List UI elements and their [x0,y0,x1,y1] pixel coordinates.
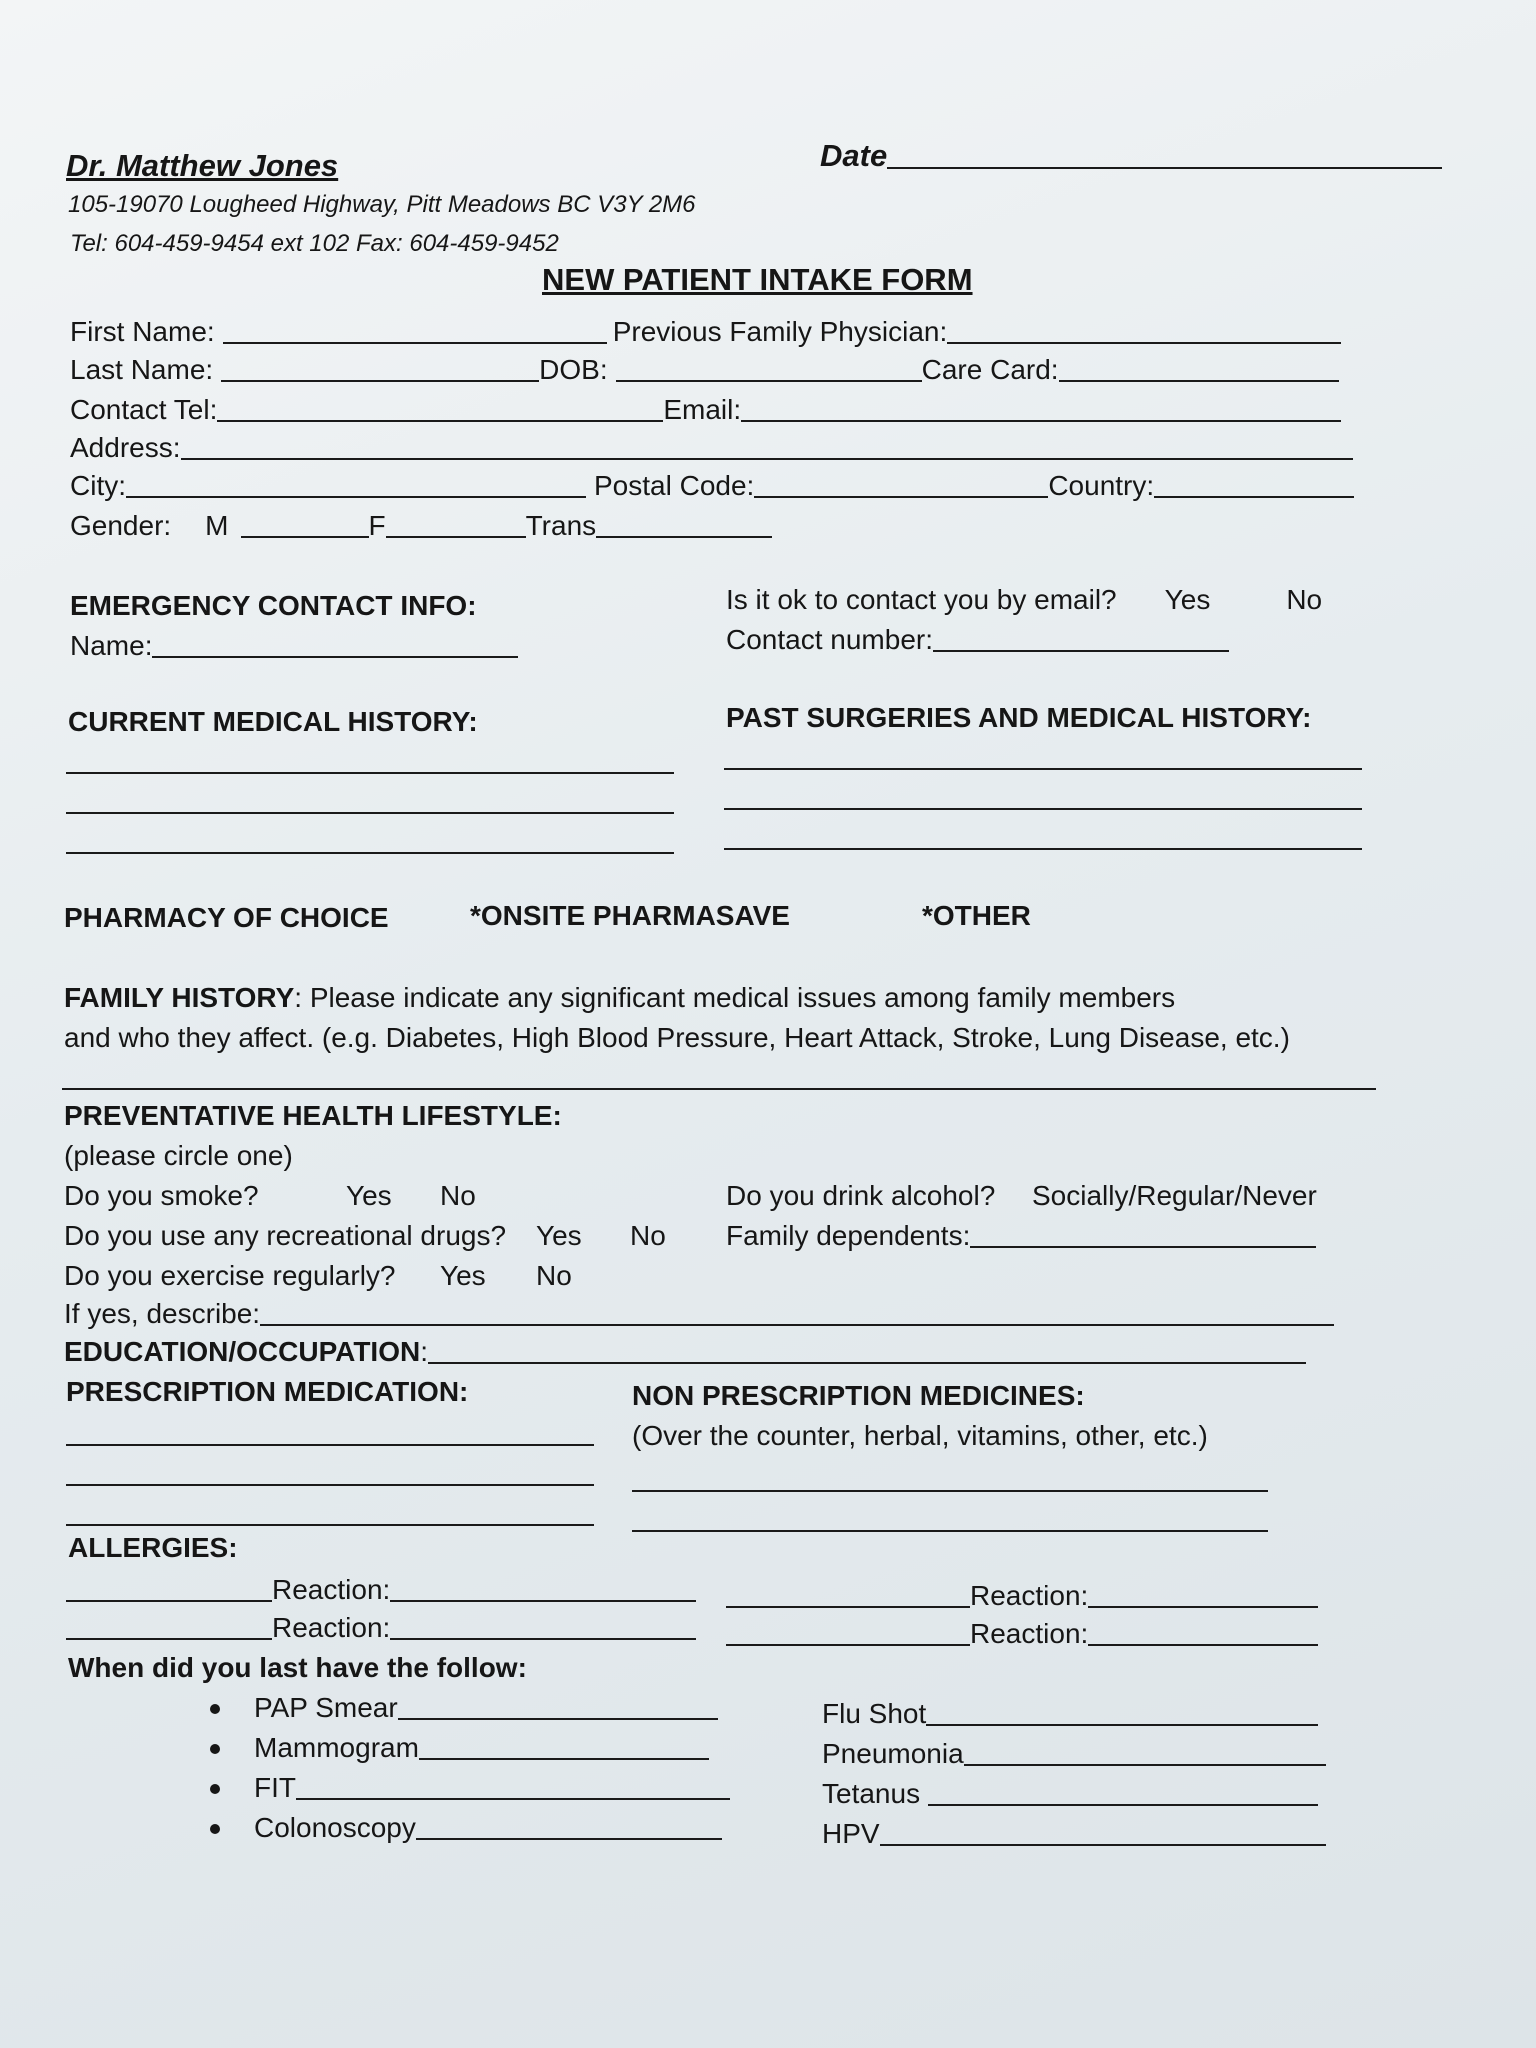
emergency-name-row [70,632,518,660]
smoke-no[interactable]: No [440,1180,476,1211]
rx-line-1[interactable] [66,1444,594,1446]
clinic-address: 105-19070 Lougheed Highway, Pitt Meadows BC V3Y 2M6 [68,191,696,218]
gender-f-label: F [368,510,386,541]
reaction-line-2[interactable] [390,1638,696,1640]
allergies-heading: ALLERGIES: [68,1532,238,1563]
gender-m-label: M [205,510,229,541]
rx-line-2[interactable] [66,1484,594,1486]
current-history-line-2[interactable] [66,812,674,814]
family-history-text-2: and who they affect. (e.g. Diabetes, High Blood Pressure, Heart Attack, Stroke, Lung Disease, etc.) [64,1022,1290,1053]
family-history-instruction: : Please indicate any significant medical issues among family members [294,982,1176,1013]
country-line[interactable] [1154,496,1354,498]
contact-number-row [726,626,1229,654]
city-label: City: [70,470,126,501]
lifestyle-instruction: (please circle one) [64,1140,293,1171]
smoke-question: Do you smoke? [64,1180,259,1211]
family-history-text-1 [64,984,1175,1012]
gender-label: Gender: [70,510,172,541]
screening-left-line-3[interactable] [296,1798,730,1800]
contact-number-label: Contact number: [726,624,933,655]
screening-left-2 [210,1734,709,1762]
date-field[interactable] [820,140,1442,171]
pharmacy-heading: PHARMACY OF CHOICE [64,902,389,933]
reaction-label-1: Reaction: [272,1574,391,1605]
email-consent-no[interactable]: No [1286,584,1323,615]
exercise-yes[interactable]: Yes [440,1260,486,1291]
screening-right-3 [822,1780,1318,1808]
lifestyle-heading: PREVENTATIVE HEALTH LIFESTYLE: [64,1100,562,1131]
dependents-label: Family dependents: [726,1220,971,1251]
past-history-heading: PAST SURGERIES AND MEDICAL HISTORY: [726,702,1312,733]
contact-row [70,396,1341,424]
screening-right-line-1[interactable] [926,1724,1318,1726]
screening-left-label-2: Mammogram [254,1732,419,1763]
past-history-line-2[interactable] [724,808,1362,810]
last-name-row [70,356,1339,384]
exercise-question: Do you exercise regularly? [64,1260,396,1291]
screening-right-1 [822,1700,1318,1728]
country-label: Country: [1048,470,1155,501]
screening-right-4 [822,1820,1326,1848]
past-history-line-1[interactable] [724,768,1362,770]
allergy-row-1 [66,1576,696,1604]
email-consent-question: Is it ok to contact you by email? [726,584,1117,615]
screening-right-line-3[interactable] [928,1804,1318,1806]
last-name-line[interactable] [221,380,539,382]
address-label: Address: [70,432,181,463]
care-card-line[interactable] [1059,380,1339,382]
email-consent-row [726,586,1322,614]
screening-left-line-1[interactable] [398,1718,718,1720]
postal-code-label: Postal Code: [594,470,755,501]
contact-number-line[interactable] [933,650,1229,652]
date-label: Date [820,138,888,173]
alcohol-options[interactable]: Socially/Regular/Never [1032,1180,1317,1211]
emergency-name-label: Name: [70,630,153,661]
current-history-line-1[interactable] [66,772,674,774]
reaction-line-3[interactable] [1088,1606,1318,1608]
first-name-line[interactable] [223,342,607,344]
previous-physician-label: Previous Family Physician: [612,316,948,347]
dob-line[interactable] [616,380,922,382]
drugs-no[interactable]: No [630,1220,666,1251]
nonrx-line-2[interactable] [632,1530,1268,1532]
screening-right-line-4[interactable] [880,1844,1326,1846]
emergency-heading: EMERGENCY CONTACT INFO: [70,590,477,621]
allergy-line-1[interactable] [66,1600,272,1602]
first-name-label: First Name: [70,316,215,347]
current-history-heading: CURRENT MEDICAL HISTORY: [68,706,478,737]
screening-heading: When did you last have the follow: [68,1652,527,1683]
describe-line[interactable] [260,1324,1334,1326]
previous-physician-line[interactable] [947,342,1341,344]
exercise-no[interactable]: No [536,1260,572,1291]
doctor-name: Dr. Matthew Jones [66,148,339,183]
reaction-label-2: Reaction: [272,1612,391,1643]
gender-f-line[interactable] [386,536,526,538]
education-colon: : [420,1336,428,1367]
dob-label: DOB: [539,354,608,385]
pharmacy-other-option[interactable]: *OTHER [922,900,1031,931]
describe-label: If yes, describe: [64,1298,261,1329]
allergy-line-2[interactable] [66,1638,272,1640]
reaction-label-3: Reaction: [970,1580,1089,1611]
bullet-icon [210,1744,220,1754]
nonrx-line-1[interactable] [632,1490,1268,1492]
email-line[interactable] [741,420,1341,422]
dependents-row [726,1222,1316,1250]
bullet-icon [210,1704,220,1714]
screening-left-label-1: PAP Smear [254,1692,398,1723]
form-title: NEW PATIENT INTAKE FORM [542,262,973,297]
allergy-line-3[interactable] [726,1606,970,1608]
address-row [70,434,1353,462]
first-name-row [70,318,1341,346]
allergy-row-4 [726,1620,1318,1648]
email-consent-yes[interactable]: Yes [1164,584,1211,615]
gender-m-line[interactable] [241,536,369,538]
smoke-yes[interactable]: Yes [346,1180,392,1211]
drugs-yes[interactable]: Yes [536,1220,582,1251]
date-line[interactable] [887,167,1442,169]
contact-tel-line[interactable] [217,420,663,422]
screening-right-2 [822,1740,1326,1768]
family-history-line[interactable] [62,1088,1376,1090]
reaction-line-4[interactable] [1088,1644,1318,1646]
drugs-question: Do you use any recreational drugs? [64,1220,507,1251]
city-line[interactable] [126,496,586,498]
alcohol-question: Do you drink alcohol? [726,1180,996,1211]
bullet-icon [210,1784,220,1794]
email-label: Email: [663,394,742,425]
allergy-line-4[interactable] [726,1644,970,1646]
screening-left-line-4[interactable] [416,1838,722,1840]
rx-heading: PRESCRIPTION MEDICATION: [66,1376,469,1407]
address-line[interactable] [181,458,1353,460]
screening-left-1 [210,1694,718,1722]
contact-tel-label: Contact Tel: [70,394,218,425]
screening-left-label-3: FIT [254,1772,296,1803]
gender-trans-line[interactable] [596,536,772,538]
city-row [70,472,1354,500]
screening-right-line-2[interactable] [964,1764,1326,1766]
reaction-label-4: Reaction: [970,1618,1089,1649]
clinic-contact: Tel: 604-459-9454 ext 102 Fax: 604-459-9452 [70,230,559,257]
rx-line-3[interactable] [66,1524,594,1526]
screening-left-3 [210,1774,730,1802]
screening-left-label-4: Colonoscopy [254,1812,416,1843]
emergency-name-line[interactable] [152,656,518,658]
nonrx-heading: NON PRESCRIPTION MEDICINES: [632,1380,1085,1411]
education-line[interactable] [428,1362,1306,1364]
screening-left-4 [210,1814,722,1842]
screening-right-label-4: HPV [822,1818,880,1849]
dependents-line[interactable] [970,1246,1316,1248]
bullet-icon [210,1824,220,1834]
nonrx-note: (Over the counter, herbal, vitamins, other, etc.) [632,1420,1208,1451]
education-label: EDUCATION/OCCUPATION [64,1336,421,1367]
screening-right-label-1: Flu Shot [822,1698,927,1729]
postal-code-line[interactable] [754,496,1048,498]
family-history-label: FAMILY HISTORY [64,982,295,1013]
screening-right-label-3: Tetanus [822,1778,921,1809]
care-card-label: Care Card: [921,354,1059,385]
allergy-row-2 [66,1614,696,1642]
gender-row [70,512,772,540]
gender-trans-label: Trans [525,510,597,541]
pharmacy-onsite-option[interactable]: *ONSITE PHARMASAVE [470,900,790,931]
describe-row [64,1300,1334,1328]
education-row [64,1338,1306,1366]
last-name-label: Last Name: [70,354,214,385]
screening-right-label-2: Pneumonia [822,1738,964,1769]
allergy-row-3 [726,1582,1318,1610]
reaction-line-1[interactable] [390,1600,696,1602]
past-history-line-3[interactable] [724,848,1362,850]
screening-left-line-2[interactable] [419,1758,709,1760]
current-history-line-3[interactable] [66,852,674,854]
